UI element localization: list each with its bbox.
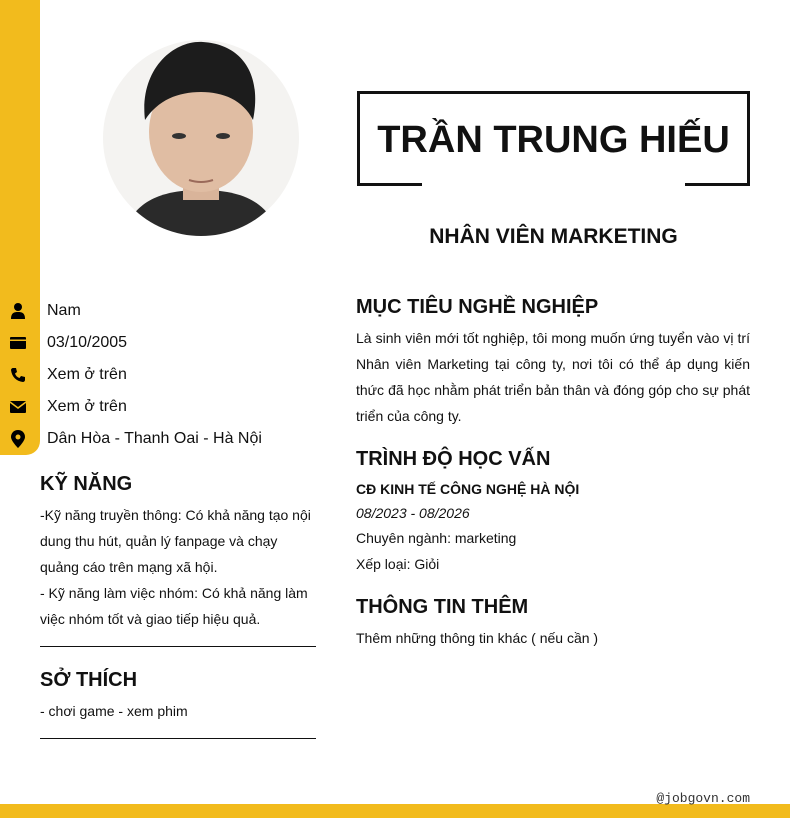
mail-icon	[0, 401, 36, 413]
education-section	[356, 448, 750, 577]
objective-heading: MỤC TIÊU NGHỀ NGHIỆP	[356, 296, 599, 318]
birthday-value: 03/10/2005	[47, 334, 128, 351]
hobbies-text: - chơi game - xem phim	[40, 703, 188, 719]
address-value: Dân Hòa - Thanh Oai - Hà Nội	[47, 430, 262, 447]
gender-value: Nam	[47, 302, 81, 319]
study-period: 08/2023 - 08/2026	[356, 505, 470, 521]
grade: Xếp loại: Giỏi	[356, 556, 440, 572]
skill-item: -Kỹ năng truyền thông: Có khả năng tạo nội dung thu hút, quản lý fanpage và chạy quảng cáo trên mạng xã hội.	[40, 507, 311, 575]
education-heading: TRÌNH ĐỘ HỌC VẤN	[356, 448, 551, 470]
location-icon	[0, 430, 36, 448]
job-title: NHÂN VIÊN MARKETING	[429, 225, 678, 248]
extra-text: Thêm những thông tin khác ( nếu cần )	[356, 630, 599, 646]
watermark: @jobgovn.com	[656, 791, 750, 806]
extra-heading: THÔNG TIN THÊM	[356, 596, 529, 618]
skills-heading: KỸ NĂNG	[40, 473, 133, 495]
major: Chuyên ngành: marketing	[356, 530, 517, 546]
extra-info-section	[356, 596, 750, 651]
phone-icon	[0, 368, 36, 382]
contact-address	[0, 423, 262, 455]
footer-accent-bar	[0, 804, 790, 818]
objective-text: Là sinh viên mới tốt nghiệp, tôi mong muốn ứng tuyển vào vị trí Nhân viên Marketing tại công ty, nơi tôi có thể áp dụng kiến thức đã học nhằm phát triển bản thân và đóng góp cho sự phát triển của công ty.	[356, 330, 750, 424]
divider	[40, 738, 316, 739]
divider	[40, 646, 316, 647]
avatar	[103, 40, 299, 236]
skill-item: - Kỹ năng làm việc nhóm: Có khả năng làm việc nhóm tốt và giao tiếp hiệu quả.	[40, 585, 308, 627]
candidate-name: TRẦN TRUNG HIẾU	[377, 119, 730, 161]
person-icon	[0, 303, 36, 319]
calendar-icon	[0, 337, 36, 349]
objective-section	[356, 296, 750, 429]
contact-email	[0, 391, 262, 423]
hobbies-section	[40, 669, 316, 739]
contact-gender	[0, 295, 262, 327]
phone-value: Xem ở trên	[47, 366, 127, 383]
contact-list	[0, 295, 262, 455]
school-name: CĐ KINH TẾ CÔNG NGHỆ HÀ NỘI	[356, 481, 580, 497]
contact-phone	[0, 359, 262, 391]
contact-birthday	[0, 327, 262, 359]
skills-section	[40, 473, 316, 647]
email-value: Xem ở trên	[47, 398, 127, 415]
hobbies-heading: SỞ THÍCH	[40, 669, 138, 691]
